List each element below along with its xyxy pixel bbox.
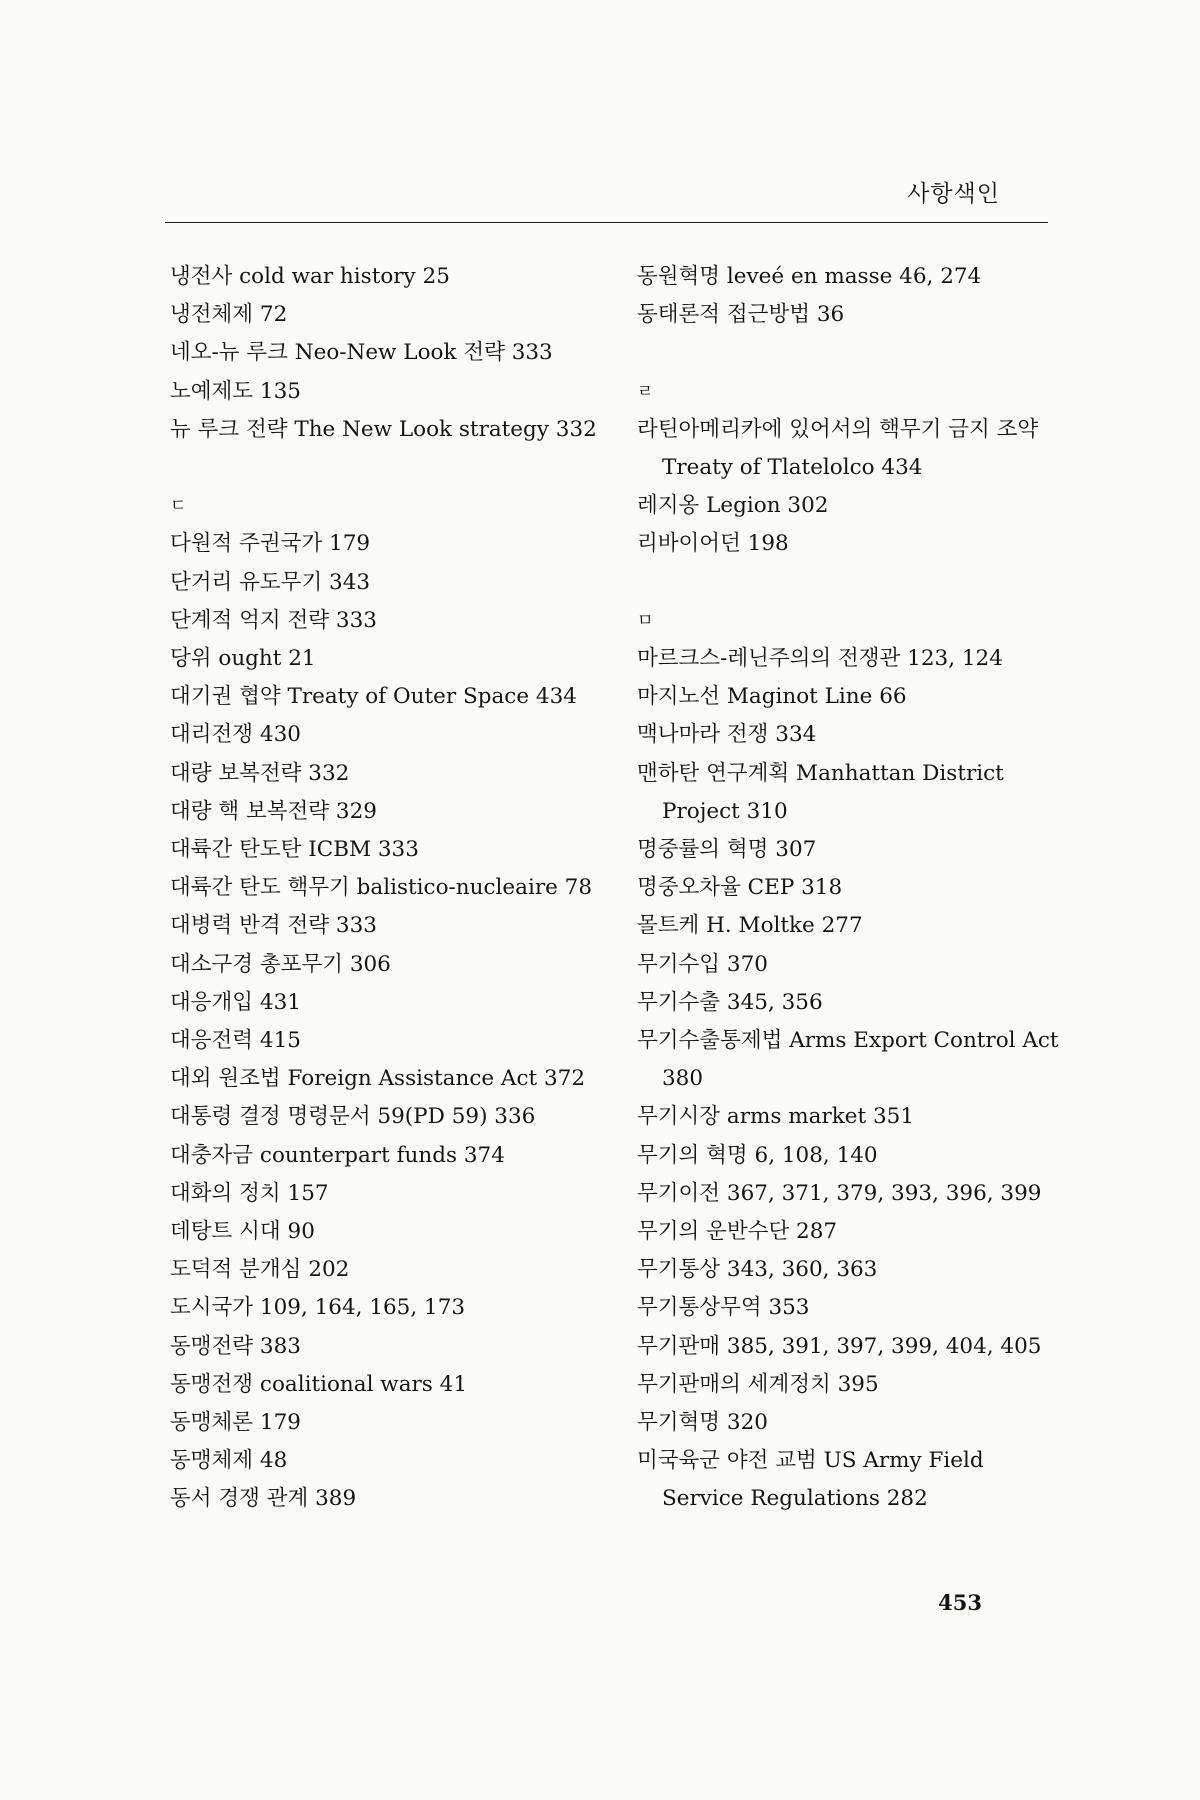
index-entry: 레지옹 Legion 302 <box>637 493 829 519</box>
index-entry: 대병력 반격 전략 333 <box>170 913 377 939</box>
index-entry: 무기시장 arms market 351 <box>637 1104 915 1130</box>
index-entry: 냉전체제 72 <box>170 302 288 328</box>
header-rule <box>165 222 1048 223</box>
index-entry: 무기통상 343, 360, 363 <box>637 1257 878 1283</box>
index-entry: 대충자금 counterpart funds 374 <box>170 1142 505 1168</box>
index-entry: 대량 보복전략 332 <box>170 760 350 786</box>
index-entry: 뉴 루크 전략 The New Look strategy 332 <box>170 416 597 442</box>
index-entry: 무기수출 345, 356 <box>637 989 823 1015</box>
index-entry: 무기판매의 세계정치 395 <box>637 1371 879 1397</box>
index-entry: 맨하탄 연구계획 Manhattan District Project 310 <box>637 760 1004 824</box>
section-heading-d: ㄷ <box>170 496 187 517</box>
index-entry: 동태론적 접근방법 36 <box>637 302 845 328</box>
index-entry: 단거리 유도무기 343 <box>170 569 371 595</box>
index-entry: 도시국가 109, 164, 165, 173 <box>170 1295 466 1321</box>
index-entry: 무기수입 370 <box>637 951 768 977</box>
section-heading-r: ㄹ <box>637 381 654 402</box>
index-entry: 대륙간 탄도탄 ICBM 333 <box>170 837 419 863</box>
index-entry: 리바이어던 198 <box>637 531 789 557</box>
index-entry: 무기의 운반수단 287 <box>637 1219 838 1245</box>
index-entry: 동맹전쟁 coalitional wars 41 <box>170 1371 468 1397</box>
index-entry: 명중오차율 CEP 318 <box>637 875 843 901</box>
index-entry: 동맹체론 179 <box>170 1410 301 1436</box>
index-entry: 대화의 정치 157 <box>170 1180 329 1206</box>
page-number: 453 <box>938 1590 982 1615</box>
index-entry: 대기권 협약 Treaty of Outer Space 434 <box>170 684 577 710</box>
index-entry: 대소구경 총포무기 306 <box>170 951 391 977</box>
index-entry: 라틴아메리카에 있어서의 핵무기 금지 조약 Treaty of Tlatelolco 434 <box>637 416 1039 480</box>
index-entry: 대응전력 415 <box>170 1028 301 1054</box>
index-entry: 무기이전 367, 371, 379, 393, 396, 399 <box>637 1180 1042 1206</box>
index-entry: 마르크스-레닌주의의 전쟁관 123, 124 <box>637 646 1003 671</box>
spacer <box>170 449 610 487</box>
index-entry: 노예제도 135 <box>170 378 301 404</box>
index-entry: 미국육군 야전 교범 US Army Field Service Regulations 282 <box>637 1448 984 1512</box>
running-header: 사항색인 <box>907 181 1000 207</box>
index-entry: 대리전쟁 430 <box>170 722 301 748</box>
spacer <box>637 564 1067 602</box>
left-index-column <box>170 258 610 1519</box>
right-index-column <box>637 258 1067 1519</box>
index-entry: 도덕적 분개심 202 <box>170 1257 350 1283</box>
index-entry: 당위 ought 21 <box>170 646 316 672</box>
index-entry: 다원적 주권국가 179 <box>170 531 371 557</box>
index-entry: 대통령 결정 명령문서 59(PD 59) 336 <box>170 1104 536 1130</box>
index-entry: 명중률의 혁명 307 <box>637 837 817 863</box>
index-entry: 몰트케 H. Moltke 277 <box>637 913 863 939</box>
index-entry: 대량 핵 보복전략 329 <box>170 798 377 824</box>
index-entry: 대륙간 탄도 핵무기 balistico-nucleaire 78 <box>170 875 593 901</box>
index-entry: 무기판매 385, 391, 397, 399, 404, 405 <box>637 1333 1042 1359</box>
index-entry: 동맹체제 48 <box>170 1448 288 1474</box>
index-entry: 동원혁명 leveé en masse 46, 274 <box>637 264 982 289</box>
section-heading-m: ㅁ <box>637 610 654 631</box>
index-entry: 무기수출통제법 Arms Export Control Act 380 <box>637 1028 1059 1092</box>
index-entry: 대응개입 431 <box>170 989 301 1015</box>
index-entry: 마지노선 Maginot Line 66 <box>637 684 907 710</box>
index-entry: 무기통상무역 353 <box>637 1295 810 1321</box>
index-entry: 네오-뉴 루크 Neo-New Look 전략 333 <box>170 340 553 366</box>
index-entry: 냉전사 cold war history 25 <box>170 264 450 289</box>
index-entry: 무기의 혁명 6, 108, 140 <box>637 1142 878 1168</box>
spacer <box>637 334 1067 372</box>
index-entry: 동맹전략 383 <box>170 1333 301 1359</box>
index-entry: 맥나마라 전쟁 334 <box>637 722 817 748</box>
index-entry: 동서 경쟁 관계 389 <box>170 1486 357 1512</box>
index-entry: 데탕트 시대 90 <box>170 1219 315 1245</box>
index-entry: 대외 원조법 Foreign Assistance Act 372 <box>170 1066 586 1092</box>
index-entry: 무기혁명 320 <box>637 1410 768 1436</box>
index-entry: 단계적 억지 전략 333 <box>170 607 377 633</box>
